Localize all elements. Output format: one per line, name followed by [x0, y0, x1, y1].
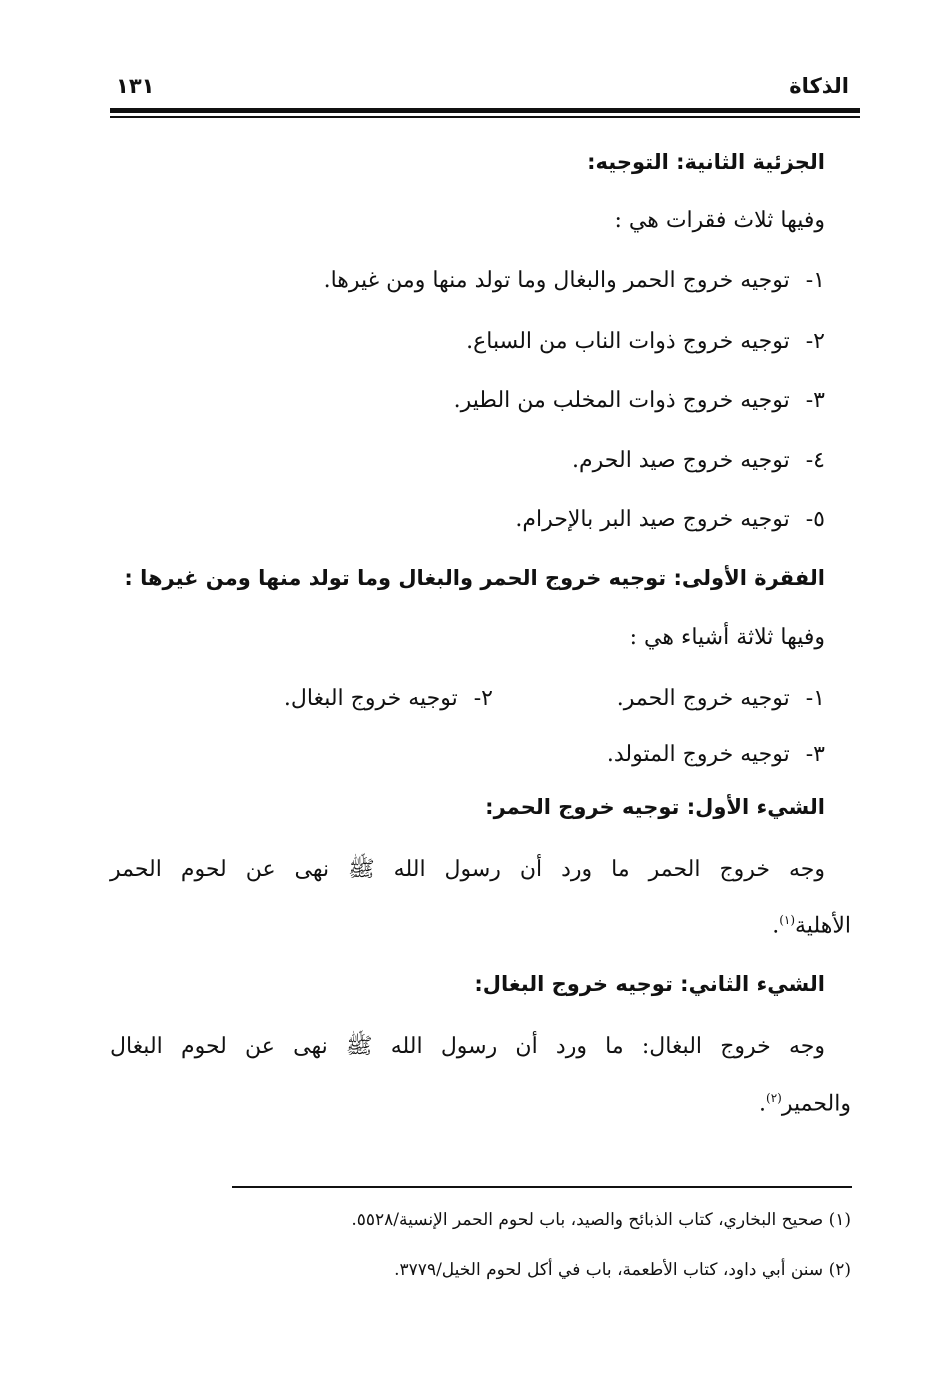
- list-item-number: ٢-: [473, 686, 493, 711]
- body-paragraph-line: [772, 913, 851, 938]
- list-item-number: ١-: [805, 268, 825, 293]
- body-paragraph-line: [759, 1091, 851, 1116]
- thing-heading: الشيء الأول: توجيه خروج الحمر:: [485, 795, 825, 819]
- footnote: (٢) سنن أبي داود، كتاب الأطعمة، باب في أكل لحوم الخيل/٣٧٧٩.: [394, 1260, 851, 1280]
- list-item-number: ٣-: [805, 388, 825, 413]
- paragraph-heading: الفقرة الأولى: توجيه خروج الحمر والبغال وما تولد منها ومن غيرها :: [124, 566, 825, 590]
- list-item-text: توجيه خروج الحمر والبغال وما تولد منها ومن غيرها.: [323, 268, 790, 293]
- list-item-text: توجيه خروج البغال.: [283, 686, 458, 711]
- section-intro: وفيها ثلاث فقرات هي :: [614, 208, 825, 233]
- header-rule-thin: [110, 116, 860, 118]
- list-item: [515, 507, 825, 532]
- list-item: [454, 388, 825, 413]
- list-item-text: توجيه خروج ذوات الناب من السباع.: [466, 329, 790, 354]
- footnote-ref: (١): [779, 913, 796, 927]
- body-paragraph-line: وجه خروج الحمر ما ورد أن رسول الله ﷺ نهى عن لحوم الحمر: [110, 857, 825, 882]
- line-text: الأهلية: [795, 913, 851, 939]
- list-item: [466, 329, 825, 354]
- list-item-number: ٤-: [805, 448, 825, 473]
- running-header-title: الذكاة: [789, 74, 849, 98]
- list-item-number: ٣-: [805, 742, 825, 767]
- list-item: [284, 686, 493, 711]
- list-item: [324, 268, 825, 293]
- list-item-text: توجيه خروج صيد البر بالإحرام.: [515, 507, 790, 532]
- list-item-text: توجيه خروج صيد الحرم.: [572, 448, 790, 473]
- line-end: .: [772, 913, 780, 939]
- header-rule-thick: [110, 108, 860, 113]
- list-item: [607, 742, 825, 767]
- paragraph-intro: وفيها ثلاثة أشياء هي :: [629, 625, 825, 650]
- list-item-number: ٥-: [805, 507, 825, 532]
- body-paragraph-line: وجه خروج البغال: ما ورد أن رسول الله ﷺ نهى عن لحوم البغال: [110, 1034, 825, 1059]
- footnote-separator: [232, 1186, 852, 1188]
- footnote: (١) صحيح البخاري، كتاب الذبائح والصيد، باب لحوم الحمر الإنسية/٥٥٢٨.: [351, 1210, 851, 1230]
- section-heading: الجزئية الثانية: التوجيه:: [587, 150, 825, 174]
- list-item-text: توجيه خروج ذوات المخلب من الطير.: [453, 388, 790, 413]
- list-item-number: ١-: [805, 686, 825, 711]
- line-end: .: [759, 1091, 767, 1117]
- line-text: والحمير: [781, 1091, 851, 1117]
- footnote-ref: (٢): [766, 1091, 782, 1105]
- list-item: [572, 448, 825, 473]
- list-item-text: توجيه خروج الحمر.: [616, 686, 790, 711]
- thing-heading: الشيء الثاني: توجيه خروج البغال:: [474, 972, 825, 996]
- list-item: [617, 686, 825, 711]
- list-item-number: ٢-: [805, 329, 825, 354]
- page-number: ١٣١: [116, 74, 155, 98]
- list-item-text: توجيه خروج المتولد.: [606, 742, 790, 767]
